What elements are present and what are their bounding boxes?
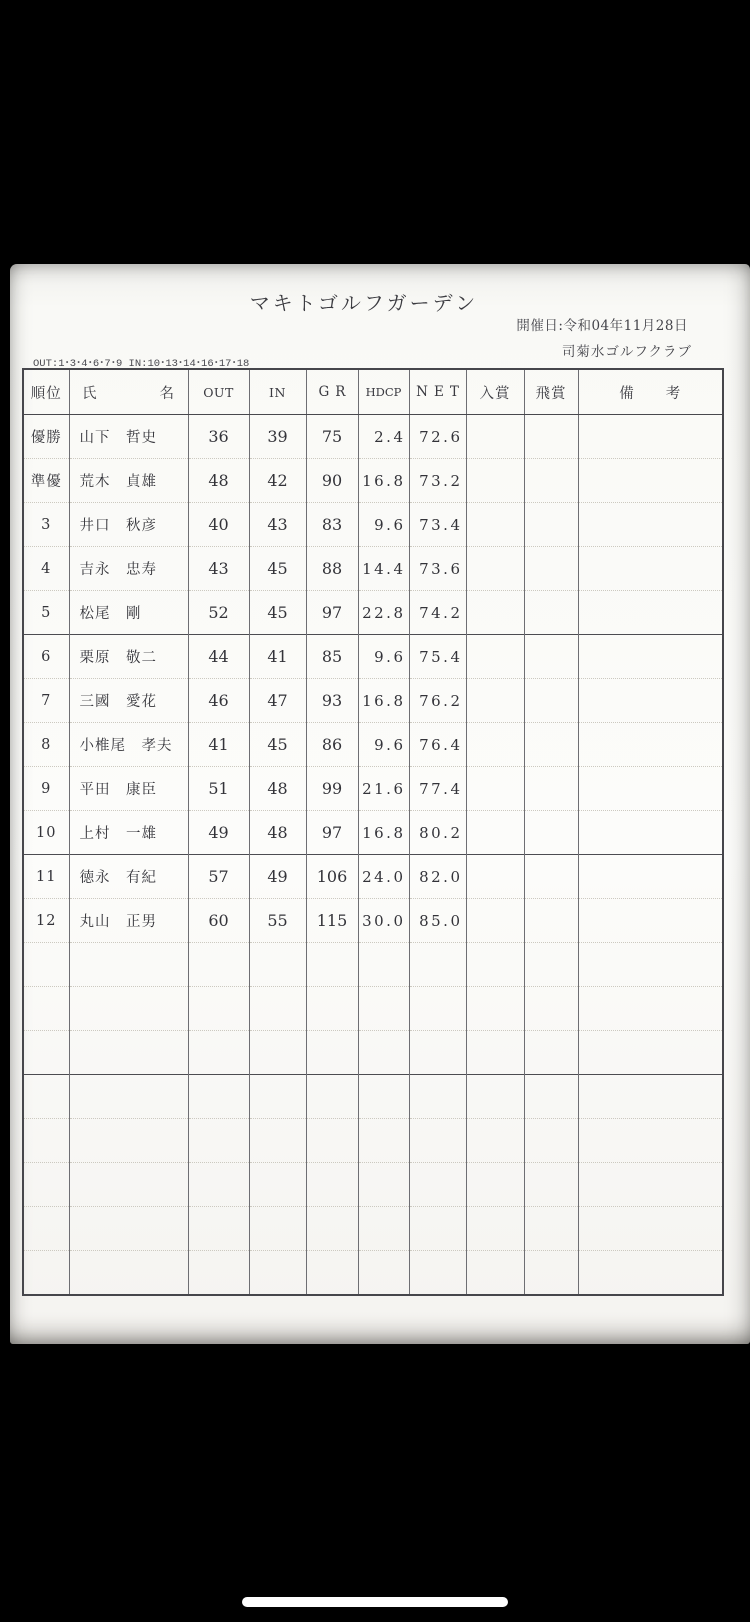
cell-rank: 優勝 [23, 415, 69, 459]
cell-out: 46 [188, 679, 249, 723]
cell-flight_prize [524, 635, 578, 679]
table-row [23, 855, 723, 899]
cell-net: 73.6 [409, 547, 466, 591]
results-table [22, 368, 724, 1296]
cell-gr [306, 1031, 358, 1075]
cell-remarks [578, 899, 723, 943]
cell-rank: 10 [23, 811, 69, 855]
cell-name: 三國 愛花 [69, 679, 188, 723]
cell-rank: 11 [23, 855, 69, 899]
cell-in: 43 [249, 503, 306, 547]
cell-gr [306, 943, 358, 987]
cell-prize [466, 503, 524, 547]
table-row [23, 679, 723, 723]
cell-out: 36 [188, 415, 249, 459]
header-net: NET [409, 369, 466, 415]
cell-in [249, 1075, 306, 1119]
cell-in [249, 1251, 306, 1296]
cell-gr: 86 [306, 723, 358, 767]
cell-remarks [578, 987, 723, 1031]
cell-out: 43 [188, 547, 249, 591]
cell-prize [466, 459, 524, 503]
empty-row [23, 1075, 723, 1119]
cell-net: 76.4 [409, 723, 466, 767]
cell-out: 41 [188, 723, 249, 767]
cell-name: 井口 秋彦 [69, 503, 188, 547]
cell-net [409, 1163, 466, 1207]
cell-net: 75.4 [409, 635, 466, 679]
empty-row [23, 1163, 723, 1207]
cell-hdcp [358, 943, 409, 987]
empty-row [23, 1251, 723, 1296]
cell-hdcp: 16.8 [358, 811, 409, 855]
cell-gr: 75 [306, 415, 358, 459]
cell-out [188, 1251, 249, 1296]
empty-row [23, 1031, 723, 1075]
cell-out [188, 1119, 249, 1163]
cell-in [249, 1031, 306, 1075]
cell-flight_prize [524, 459, 578, 503]
cell-remarks [578, 1207, 723, 1251]
cell-remarks [578, 503, 723, 547]
cell-remarks [578, 723, 723, 767]
cell-remarks [578, 591, 723, 635]
cell-name: 栗原 敬二 [69, 635, 188, 679]
cell-flight_prize [524, 1031, 578, 1075]
cell-name: 吉永 忠寿 [69, 547, 188, 591]
cell-gr [306, 1163, 358, 1207]
table-row [23, 635, 723, 679]
cell-out: 40 [188, 503, 249, 547]
cell-rank: 8 [23, 723, 69, 767]
cell-flight_prize [524, 547, 578, 591]
cell-in: 45 [249, 547, 306, 591]
cell-net [409, 1075, 466, 1119]
cell-gr: 97 [306, 591, 358, 635]
club-name: 司菊水ゴルフクラブ [561, 344, 692, 360]
cell-hdcp [358, 1251, 409, 1296]
cell-net [409, 1207, 466, 1251]
cell-rank: 9 [23, 767, 69, 811]
cell-flight_prize [524, 415, 578, 459]
cell-in: 45 [249, 591, 306, 635]
cell-gr [306, 1075, 358, 1119]
cell-gr: 90 [306, 459, 358, 503]
cell-name: 山下 哲史 [69, 415, 188, 459]
cell-flight_prize [524, 591, 578, 635]
cell-hdcp [358, 1075, 409, 1119]
cell-rank [23, 943, 69, 987]
cell-name [69, 1207, 188, 1251]
cell-net: 82.0 [409, 855, 466, 899]
cell-hdcp: 9.6 [358, 723, 409, 767]
empty-row [23, 987, 723, 1031]
header-flight_prize: 飛賞 [524, 369, 578, 415]
table-row [23, 459, 723, 503]
table-row [23, 767, 723, 811]
cell-prize [466, 635, 524, 679]
cell-gr: 99 [306, 767, 358, 811]
cell-rank [23, 987, 69, 1031]
cell-out [188, 1075, 249, 1119]
cell-net: 73.2 [409, 459, 466, 503]
cell-remarks [578, 1119, 723, 1163]
cell-flight_prize [524, 503, 578, 547]
cell-net [409, 1251, 466, 1296]
cell-prize [466, 591, 524, 635]
cell-rank: 準優 [23, 459, 69, 503]
cell-out: 44 [188, 635, 249, 679]
cell-out [188, 987, 249, 1031]
cell-in [249, 943, 306, 987]
cell-in: 48 [249, 767, 306, 811]
cell-gr: 88 [306, 547, 358, 591]
cell-flight_prize [524, 1075, 578, 1119]
cell-remarks [578, 1031, 723, 1075]
cell-flight_prize [524, 811, 578, 855]
cell-rank: 4 [23, 547, 69, 591]
cell-hdcp [358, 1163, 409, 1207]
cell-out: 48 [188, 459, 249, 503]
home-indicator[interactable] [242, 1597, 508, 1607]
cell-prize [466, 943, 524, 987]
cell-hdcp: 21.6 [358, 767, 409, 811]
cell-prize [466, 415, 524, 459]
cell-in [249, 987, 306, 1031]
cell-prize [466, 1207, 524, 1251]
cell-name: 松尾 剛 [69, 591, 188, 635]
cell-rank: 5 [23, 591, 69, 635]
cell-out [188, 1031, 249, 1075]
header-remarks: 備 考 [578, 369, 723, 415]
cell-prize [466, 811, 524, 855]
cell-hdcp: 16.8 [358, 459, 409, 503]
cell-rank: 6 [23, 635, 69, 679]
cell-hdcp: 14.4 [358, 547, 409, 591]
cell-out: 51 [188, 767, 249, 811]
cell-in: 45 [249, 723, 306, 767]
cell-hdcp [358, 1207, 409, 1251]
cell-net [409, 1119, 466, 1163]
cell-net: 74.2 [409, 591, 466, 635]
cell-hdcp [358, 1119, 409, 1163]
cell-remarks [578, 459, 723, 503]
cell-remarks [578, 547, 723, 591]
table-row [23, 547, 723, 591]
cell-name [69, 1119, 188, 1163]
cell-hdcp: 9.6 [358, 503, 409, 547]
cell-out: 60 [188, 899, 249, 943]
cell-flight_prize [524, 855, 578, 899]
cell-name [69, 1075, 188, 1119]
cell-hdcp: 2.4 [358, 415, 409, 459]
cell-prize [466, 1075, 524, 1119]
cell-hdcp [358, 1031, 409, 1075]
cell-name: 荒木 貞雄 [69, 459, 188, 503]
header-out: OUT [188, 369, 249, 415]
results-body [23, 415, 723, 1296]
empty-row [23, 943, 723, 987]
cell-remarks [578, 1075, 723, 1119]
cell-remarks [578, 635, 723, 679]
cell-net: 76.2 [409, 679, 466, 723]
cell-gr [306, 987, 358, 1031]
cell-name [69, 987, 188, 1031]
cell-in: 49 [249, 855, 306, 899]
cell-prize [466, 855, 524, 899]
page-title: マキトゴルフガーデン [249, 291, 479, 315]
cell-flight_prize [524, 899, 578, 943]
table-row [23, 591, 723, 635]
header-row [23, 369, 723, 415]
cell-prize [466, 1163, 524, 1207]
cell-net [409, 1031, 466, 1075]
cell-name: 徳永 有紀 [69, 855, 188, 899]
cell-rank [23, 1163, 69, 1207]
cell-flight_prize [524, 1251, 578, 1296]
cell-out [188, 1163, 249, 1207]
table-row [23, 503, 723, 547]
cell-hdcp [358, 987, 409, 1031]
cell-name: 平田 康臣 [69, 767, 188, 811]
cell-gr [306, 1119, 358, 1163]
cell-in: 48 [249, 811, 306, 855]
cell-prize [466, 899, 524, 943]
cell-gr [306, 1251, 358, 1296]
cell-net [409, 943, 466, 987]
cell-hdcp: 16.8 [358, 679, 409, 723]
cell-name [69, 943, 188, 987]
cell-in [249, 1119, 306, 1163]
cell-rank: 12 [23, 899, 69, 943]
cell-name: 丸山 正男 [69, 899, 188, 943]
cell-net: 77.4 [409, 767, 466, 811]
cell-hdcp: 9.6 [358, 635, 409, 679]
cell-out: 57 [188, 855, 249, 899]
cell-flight_prize [524, 1119, 578, 1163]
cell-name [69, 1031, 188, 1075]
cell-net [409, 987, 466, 1031]
cell-flight_prize [524, 767, 578, 811]
header-name: 氏 名 [69, 369, 188, 415]
cell-flight_prize [524, 987, 578, 1031]
cell-gr: 115 [306, 899, 358, 943]
cell-prize [466, 723, 524, 767]
document-photo[interactable] [10, 264, 750, 1344]
cell-name: 上村 一雄 [69, 811, 188, 855]
cell-hdcp: 22.8 [358, 591, 409, 635]
cell-name [69, 1163, 188, 1207]
cell-rank [23, 1075, 69, 1119]
event-date: 開催日:令和04年11月28日 [516, 318, 688, 334]
cell-net: 72.6 [409, 415, 466, 459]
cell-rank [23, 1031, 69, 1075]
cell-name [69, 1251, 188, 1296]
empty-row [23, 1119, 723, 1163]
cell-net: 73.4 [409, 503, 466, 547]
cell-flight_prize [524, 1163, 578, 1207]
cell-in: 41 [249, 635, 306, 679]
table-row [23, 899, 723, 943]
cell-prize [466, 1251, 524, 1296]
cell-rank [23, 1251, 69, 1296]
cell-remarks [578, 415, 723, 459]
cell-in: 55 [249, 899, 306, 943]
cell-rank [23, 1207, 69, 1251]
header-rank: 順位 [23, 369, 69, 415]
cell-rank: 3 [23, 503, 69, 547]
course-holes-note: OUT:1･3･4･6･7･9 IN:10･13･14･16･17･18 [33, 358, 250, 370]
cell-gr: 106 [306, 855, 358, 899]
cell-prize [466, 1031, 524, 1075]
cell-prize [466, 1119, 524, 1163]
cell-net: 80.2 [409, 811, 466, 855]
cell-gr: 93 [306, 679, 358, 723]
cell-in: 39 [249, 415, 306, 459]
cell-out: 49 [188, 811, 249, 855]
cell-in: 47 [249, 679, 306, 723]
cell-remarks [578, 1251, 723, 1296]
header-in: IN [249, 369, 306, 415]
cell-in [249, 1163, 306, 1207]
cell-prize [466, 547, 524, 591]
cell-hdcp: 30.0 [358, 899, 409, 943]
cell-remarks [578, 855, 723, 899]
cell-gr: 85 [306, 635, 358, 679]
cell-gr: 97 [306, 811, 358, 855]
table-row [23, 811, 723, 855]
cell-out [188, 1207, 249, 1251]
cell-out: 52 [188, 591, 249, 635]
cell-remarks [578, 943, 723, 987]
cell-flight_prize [524, 723, 578, 767]
cell-remarks [578, 767, 723, 811]
cell-remarks [578, 679, 723, 723]
cell-flight_prize [524, 679, 578, 723]
cell-hdcp: 24.0 [358, 855, 409, 899]
empty-row [23, 1207, 723, 1251]
cell-flight_prize [524, 1207, 578, 1251]
cell-rank: 7 [23, 679, 69, 723]
header-prize: 入賞 [466, 369, 524, 415]
cell-remarks [578, 1163, 723, 1207]
cell-gr [306, 1207, 358, 1251]
header-gr: GR [306, 369, 358, 415]
cell-remarks [578, 811, 723, 855]
cell-flight_prize [524, 943, 578, 987]
cell-prize [466, 679, 524, 723]
cell-prize [466, 987, 524, 1031]
cell-in [249, 1207, 306, 1251]
cell-name: 小椎尾 孝夫 [69, 723, 188, 767]
cell-out [188, 943, 249, 987]
cell-gr: 83 [306, 503, 358, 547]
cell-net: 85.0 [409, 899, 466, 943]
cell-in: 42 [249, 459, 306, 503]
table-row [23, 723, 723, 767]
cell-rank [23, 1119, 69, 1163]
cell-prize [466, 767, 524, 811]
header-hdcp: HDCP [358, 369, 409, 415]
table-row [23, 415, 723, 459]
